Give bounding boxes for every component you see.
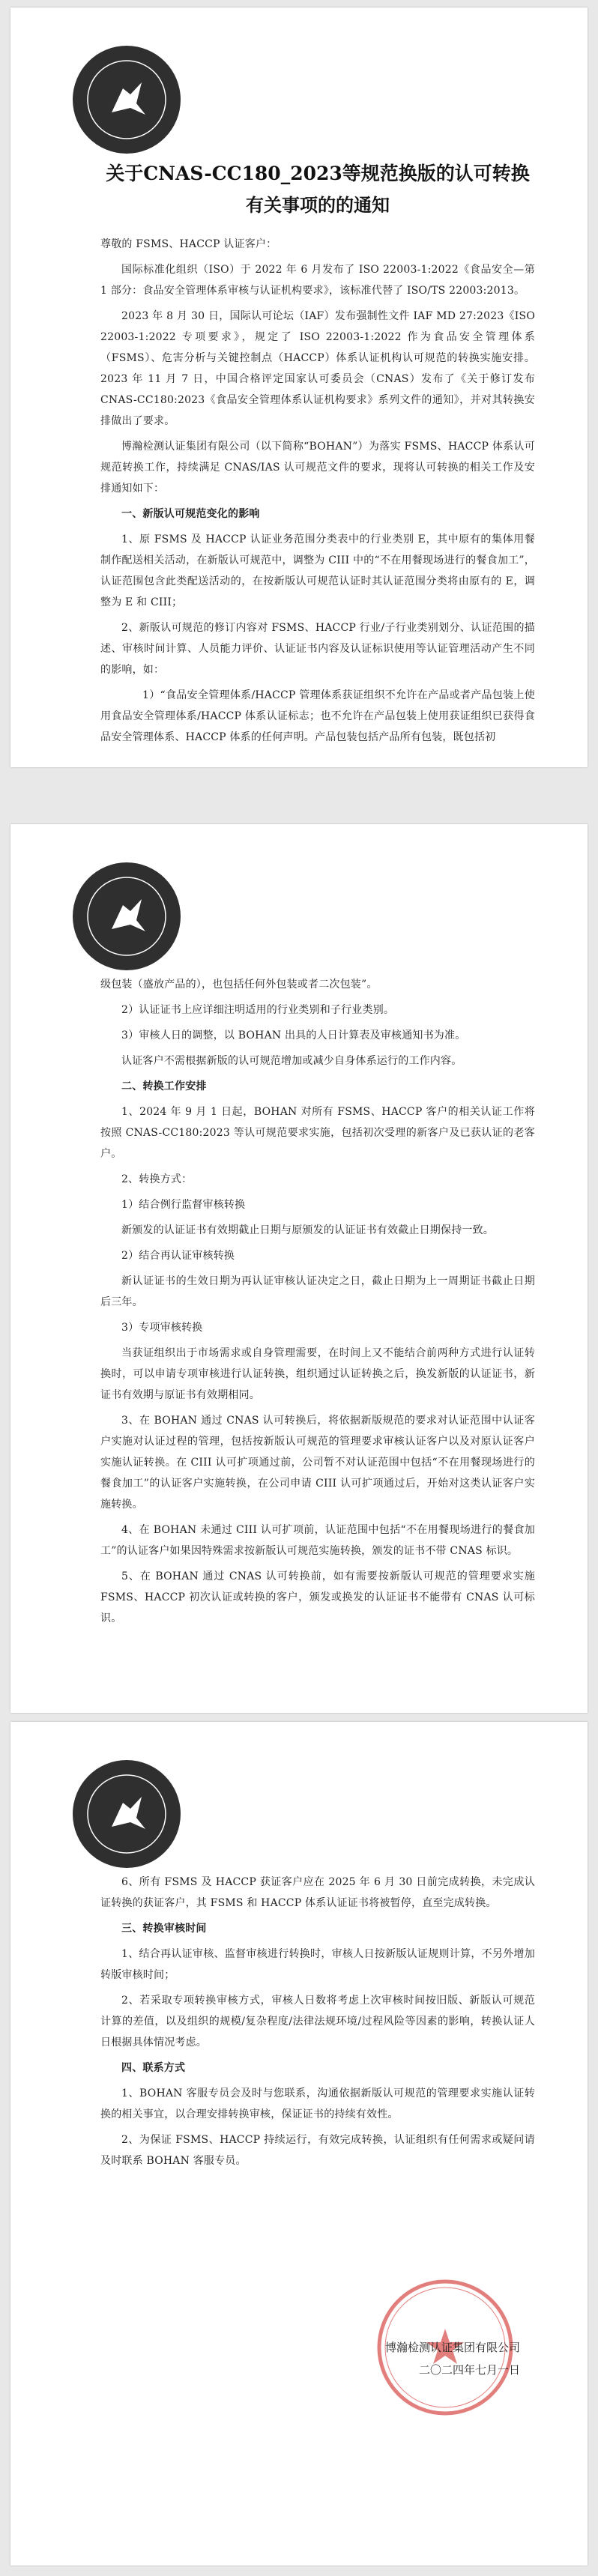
paragraph: 1）“食品安全管理体系/HACCP 管理体系获证组织不允许在产品或者产品包装上使用食品安全管理体系/HACCP 体系认证标志；也不允许在产品包装上使用获证组织已获得食品安全管理体系、HACCP 体系的任何声明。产品包装包括产品所有包装，既包括初 bbox=[100, 689, 535, 743]
section-heading: 三、转换审核时间 bbox=[121, 1923, 207, 1935]
paragraph: 6、所有 FSMS 及 HACCP 获证客户应在 2025 年 6 月 30 日前完成转换，未完成认证转换的获证客户，其 FSMS 和 HACCP 体系认证证书将被暂停，直至完成转换。 bbox=[100, 1876, 535, 1909]
section-heading: 一、新版认可规范变化的影响 bbox=[121, 508, 260, 520]
document-page-1 bbox=[10, 7, 588, 767]
paragraph: 当获证组织出于市场需求或自身管理需要，在时间上又不能结合前两种方式进行认证转换时，可以申请专项审核进行认证转换，组织通过认证转换之后，换发新版的认证证书，新证书有效期与原证书有效期相同。 bbox=[100, 1347, 535, 1401]
paragraph: 3、在 BOHAN 通过 CNAS 认可转换后，将依据新版规范的要求对认证范围中认证客户实施对认证过程的管理，包括按新版认可规范的管理要求审核认证客户以及对原认证客户实施认证转换。在 CIII 认可扩项通过前，公司暂不对认证范围中包括“不在用餐现场进行的餐食加工”的认证客户实施转换，在公司申请 CIII 认可扩项通过后，开始对这类认证客户实施转换。 bbox=[100, 1415, 535, 1511]
signature-block bbox=[385, 2336, 520, 2381]
document-page-2 bbox=[10, 824, 588, 1713]
paragraph: 2、为保证 FSMS、HACCP 持续运行，有效完成转换，认证组织有任何需求或疑问请及时联系 BOHAN 客服专员。 bbox=[100, 2134, 535, 2167]
signature-company: 博瀚检测认证集团有限公司 bbox=[384, 2341, 520, 2354]
paragraph: 1、原 FSMS 及 HACCP 认证业务范围分类表中的行业类别 E，其中原有的集体用餐制作配送相关活动，在新版认可规范中，调整为 CIII 中的“不在用餐现场进行的餐食加工”，认证范围包含此类配送活动的，在按新版认可规范认证时其认证范围分类将由原有的 E，调整为 E 和 CIII； bbox=[100, 533, 535, 608]
bohan-logo-icon bbox=[70, 43, 183, 156]
paragraph: 国际标准化组织（ISO）于 2022 年 6 月发布了 ISO 22003-1:2022《食品安全—第 1 部分：食品安全管理体系审核与认证机构要求》，该标准代替了 ISO/TS 22003:2013。 bbox=[100, 264, 535, 297]
paragraph: 认证客户不需根据新版的认可规范增加或减少自身体系运行的工作内容。 bbox=[121, 1055, 462, 1067]
paragraph: 新颁发的认证证书有效期截止日期与原颁发的认证证书有效截止日期保持一致。 bbox=[121, 1224, 494, 1236]
section-heading: 四、联系方式 bbox=[121, 2062, 186, 2074]
paragraph: 新认证证书的生效日期为再认证审核认证决定之日，截止日期为上一周期证书截止日期后三年。 bbox=[100, 1275, 535, 1308]
paragraph: 2）认证证书上应详细注明适用的行业类别和子行业类别。 bbox=[121, 1004, 395, 1016]
section-heading: 二、转换工作安排 bbox=[121, 1080, 207, 1092]
paragraph: 3）审核人日的调整，以 BOHAN 出具的人日计算表及审核通知书为准。 bbox=[121, 1030, 466, 1041]
paragraph: 4、在 BOHAN 未通过 CIII 认可扩项前，认证范围中包括“不在用餐现场进行的餐食加工”的认证客户如果因特殊需求按新版认可规范实施转换，颁发的证书不带 CNAS 标识。 bbox=[100, 1524, 535, 1557]
bohan-logo-icon bbox=[70, 860, 183, 973]
paragraph: 2023 年 8 月 30 日，国际认可论坛（IAF）发布强制性文件 IAF MD 27:2023《ISO 22003-1:2022 专项要求》，规定了 ISO 22003-1:2022 作为食品安全管理体系（FSMS）、危害分析与关键控制点（HACCP）体系认证机构认可规范的转换实施安排。2023 年 11 月 7 日，中国合格评定国家认可委员会（CNAS）发布了《关于修订发布 CNAS-CC180:2023《食品安全管理体系认证机构要求》系列文件的通知》，并对其转换安排做出了要求。 bbox=[100, 310, 535, 427]
paragraph: 1、2024 年 9 月 1 日起，BOHAN 对所有 FSMS、HACCP 客户的相关认证工作将按照 CNAS-CC180:2023 等认可规范要求实施，包括初次受理的新客户及已获认证的老客户。 bbox=[100, 1106, 535, 1160]
salutation: 尊敬的 FSMS、HACCP 认证客户： bbox=[100, 238, 277, 250]
paragraph: 2）结合再认证审核转换 bbox=[121, 1250, 235, 1262]
paragraph: 2、若采取专项转换审核方式，审核人日数将考虑上次审核时间按旧版、新版认可规范 计算的差值，以及组织的规模/复杂程度/法律法规环境/过程风险等因素的影响，转换认证人日根据具体情况考虑。 bbox=[100, 1995, 535, 2049]
paragraph: 博瀚检测认证集团有限公司（以下简称“BOHAN”）为落实 FSMS、HACCP 体系认可规范转换工作，持续满足 CNAS/IAS 认可规范文件的要求，现将认可转换的相关工作及安排通知如下： bbox=[100, 441, 535, 495]
paragraph: 5、在 BOHAN 通过 CNAS 认可转换前，如有需要按新版认可规范的管理要求实施 FSMS、HACCP 初次认证或转换的客户，颁发或换发的认证证书不能带有 CNAS 认可标识。 bbox=[100, 1570, 535, 1624]
bohan-logo-icon bbox=[70, 1758, 183, 1870]
paragraph: 3）专项审核转换 bbox=[121, 1322, 203, 1334]
paragraph: 1、BOHAN 客服专员会及时与您联系，沟通依据新版认可规范的管理要求实施认证转换的相关事宜，以合理安排转换审核，保证证书的持续有效性。 bbox=[100, 2087, 535, 2120]
paragraph: 2、转换方式： bbox=[121, 1173, 193, 1185]
paragraph: 1、结合再认证审核、监督审核进行转换时，审核人日按新版认证规则计算，不另外增加转版审核时间； bbox=[100, 1948, 535, 1981]
signature-date: 二〇二四年七月一日 bbox=[418, 2363, 520, 2377]
notice-subtitle: 有关事项的的通知 bbox=[246, 194, 390, 216]
document-page-3 bbox=[10, 1722, 588, 2566]
paragraph: 级包装（盛放产品的），也包括任何外包装或者二次包装”。 bbox=[100, 979, 378, 991]
paragraph: 2、新版认可规范的修订内容对 FSMS、HACCP 行业/子行业类别划分、认证范围的描述、审核时间计算、人员能力评价、认证证书内容及认证标识使用等认证管理活动产生不同的影响，如： bbox=[100, 622, 535, 676]
notice-title: 关于CNAS-CC180_2023等规范换版的认可转换 bbox=[106, 163, 530, 184]
paragraph: 1）结合例行监督审核转换 bbox=[121, 1199, 246, 1211]
